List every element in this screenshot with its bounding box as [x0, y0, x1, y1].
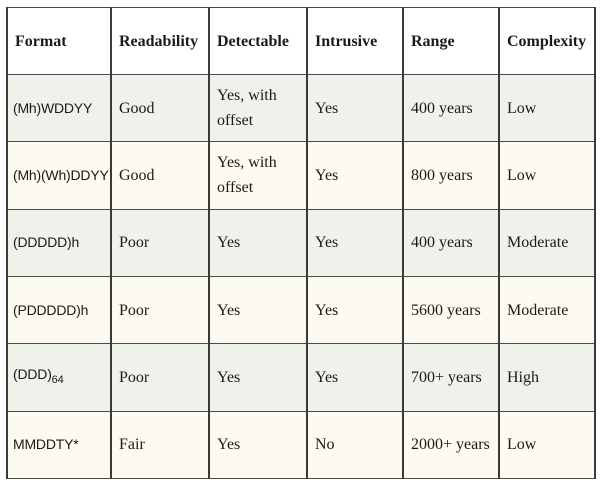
- intrusive-cell: Yes: [307, 75, 403, 142]
- range-cell: 2000+ years: [403, 411, 499, 478]
- format-cell: (Mh)WDDYY: [7, 75, 111, 142]
- table-row: [7, 75, 595, 142]
- header-range: Range: [403, 8, 499, 75]
- detectable-cell: Yes, with offset: [209, 142, 307, 209]
- header-intrusive: Intrusive: [307, 8, 403, 75]
- format-cell: $(DDD)_{64}$: [7, 344, 111, 411]
- header-detectable: Detectable: [209, 8, 307, 75]
- table-row: [7, 411, 595, 478]
- detectable-cell: Yes: [209, 276, 307, 343]
- complexity-cell: Low: [499, 411, 595, 478]
- complexity-cell: Moderate: [499, 276, 595, 343]
- complexity-cell: High: [499, 344, 595, 411]
- detectable-cell: Yes: [209, 344, 307, 411]
- range-cell: 800 years: [403, 142, 499, 209]
- intrusive-cell: Yes: [307, 276, 403, 343]
- header-readability: Readability: [111, 8, 209, 75]
- table-row: [7, 344, 595, 411]
- readability-cell: Poor: [111, 209, 209, 276]
- detectable-cell: Yes, with offset: [209, 75, 307, 142]
- readability-cell: Poor: [111, 344, 209, 411]
- intrusive-cell: Yes: [307, 142, 403, 209]
- complexity-cell: Moderate: [499, 209, 595, 276]
- intrusive-cell: Yes: [307, 344, 403, 411]
- intrusive-cell: Yes: [307, 209, 403, 276]
- format-subscript: 64: [51, 373, 64, 386]
- intrusive-cell: No: [307, 411, 403, 478]
- range-cell: 5600 years: [403, 276, 499, 343]
- complexity-cell: Low: [499, 75, 595, 142]
- table-row: [7, 142, 595, 209]
- range-cell: 400 years: [403, 209, 499, 276]
- header-complexity: Complexity: [499, 8, 595, 75]
- readability-cell: Good: [111, 142, 209, 209]
- date-format-comparison-table: [6, 7, 596, 479]
- table-row: [7, 209, 595, 276]
- table-row: [7, 276, 595, 343]
- detectable-cell: Yes: [209, 209, 307, 276]
- readability-cell: Fair: [111, 411, 209, 478]
- header-format: Format: [7, 8, 111, 75]
- format-cell: (PDDDDD)h: [7, 276, 111, 343]
- format-cell: (DDDDD)h: [7, 209, 111, 276]
- complexity-cell: Low: [499, 142, 595, 209]
- readability-cell: Good: [111, 75, 209, 142]
- format-cell: (Mh)(Wh)DDYY: [7, 142, 111, 209]
- range-cell: 400 years: [403, 75, 499, 142]
- readability-cell: Poor: [111, 276, 209, 343]
- detectable-cell: Yes: [209, 411, 307, 478]
- range-cell: 700+ years: [403, 344, 499, 411]
- table-header-row: [7, 8, 595, 75]
- format-cell: MMDDTY*: [7, 411, 111, 478]
